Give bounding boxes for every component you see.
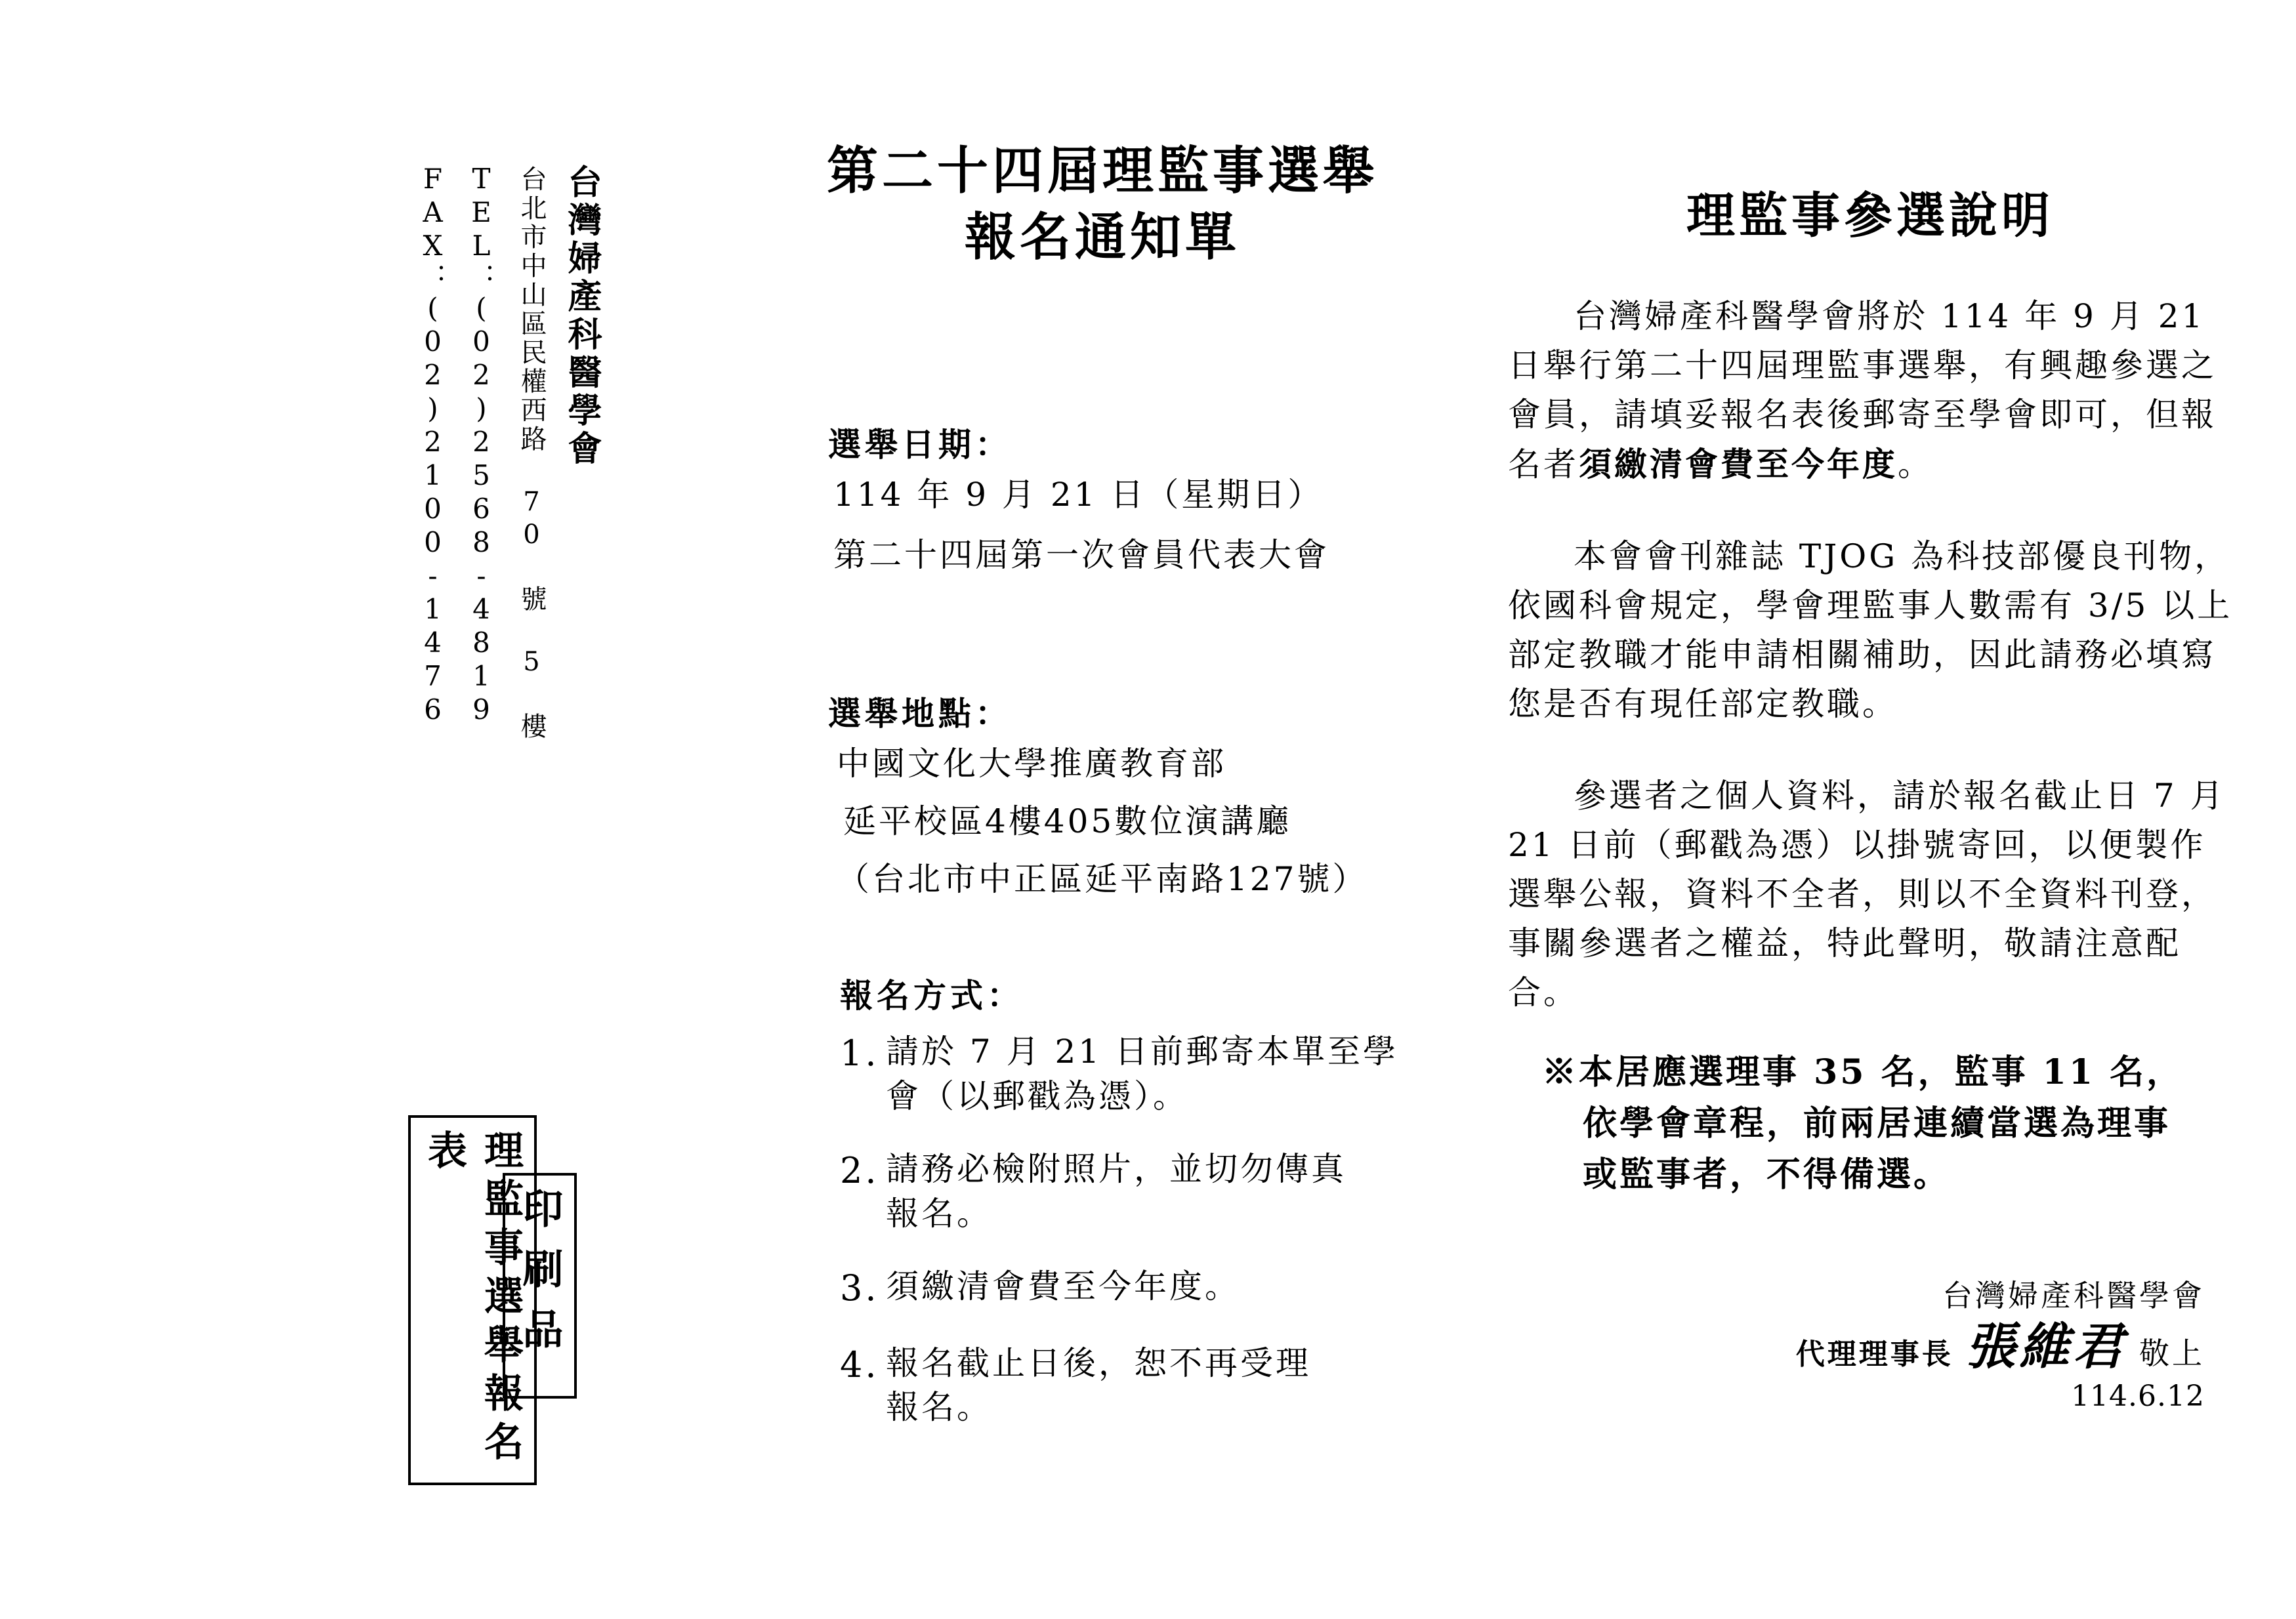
signature-date: 114.6.12 bbox=[2071, 1379, 2205, 1413]
signature-position: 代理理事長 bbox=[1795, 1338, 1953, 1372]
election-place-line1: 中國文化大學推廣教育部 bbox=[837, 745, 1226, 783]
election-meeting: 第二十四屆第一次會員代表大會 bbox=[833, 536, 1329, 574]
explanation-body bbox=[1508, 292, 2236, 1017]
election-place-label: 選舉地點： bbox=[828, 694, 1012, 733]
printed-matter-stamp: 印刷品 bbox=[503, 1173, 577, 1399]
explanation-paragraph-2: 本會會刊雜誌 TJOG 為科技部優良刊物，依國科會規定，學會理監事人數需有 3/5 以上部定教職才能申請相關補助，因此請務必填寫您是否有現任部定教職。 bbox=[1508, 537, 2233, 723]
explanation-paragraph-3: 參選者之個人資料，請於報名截止日 7 月 21 日前（郵戳為憑）以掛號寄回，以便製作選舉公報，資料不全者，則以不全資料刊登，事關參選者之權益，特此聲明，敬請注意配合。 bbox=[1508, 777, 2226, 1012]
list-item: 1. 請於 7 月 21 日前郵寄本單至學 會（以郵戳為憑）。 bbox=[840, 1033, 1399, 1115]
election-date-value: 114 年 9 月 21 日（星期日） bbox=[833, 476, 1324, 514]
sender-address: 台北市中山區民權西路 70 號 5 樓 bbox=[516, 165, 547, 741]
notice-title-line1: 第二十四屆理監事選舉 bbox=[826, 141, 1378, 201]
sender-tel: TEL：(02)2568-4819 bbox=[465, 163, 497, 727]
registration-method-label: 報名方式： bbox=[840, 976, 1024, 1015]
signature-name: 張維君 bbox=[1965, 1317, 2127, 1376]
sender-fax: FAX：(02)2100-1476 bbox=[417, 163, 449, 727]
signature-suffix: 敬上 bbox=[2139, 1336, 2205, 1372]
election-place-line2: 延平校區4樓405數位演講廳 bbox=[843, 802, 1292, 840]
registration-method-list bbox=[840, 1030, 1430, 1459]
signature-org: 台灣婦產科醫學會 bbox=[1942, 1278, 2205, 1313]
election-quota-note: ※本居應選理事 35 名，監事 11 名， 依學會章程，前兩居連續當選為理事 或監事者，不得備選。 bbox=[1542, 1052, 2184, 1195]
sender-org-name: 台灣婦產科醫學會 bbox=[562, 164, 602, 468]
notice-title-line2: 報名通知單 bbox=[964, 207, 1240, 268]
notice-title bbox=[807, 138, 1398, 271]
list-item: 4. 報名截止日後，恕不再受理 報名。 bbox=[840, 1343, 1311, 1427]
election-date-label: 選舉日期： bbox=[828, 425, 1012, 464]
list-item: 3. 須繳清會費至今年度。 bbox=[840, 1267, 1240, 1309]
explanation-title: 理監事參選說明 bbox=[1686, 188, 2054, 244]
explanation-paragraph-1: 台灣婦產科醫學會將於 114 年 9 月 21 日舉行第二十四屆理監事選舉，有興趣參選之會員，請填妥報名表後郵寄至學會即可，但報名者須繳清會費至今年度。 bbox=[1508, 297, 2217, 483]
signature-block bbox=[1772, 1273, 2205, 1419]
election-place-line3: （台北市中正區延平南路127號） bbox=[837, 860, 1368, 898]
list-item: 2. 請務必檢附照片，並切勿傳真 報名。 bbox=[840, 1150, 1346, 1233]
form-name-stamp: 理監事選舉報名表 bbox=[408, 1115, 537, 1485]
